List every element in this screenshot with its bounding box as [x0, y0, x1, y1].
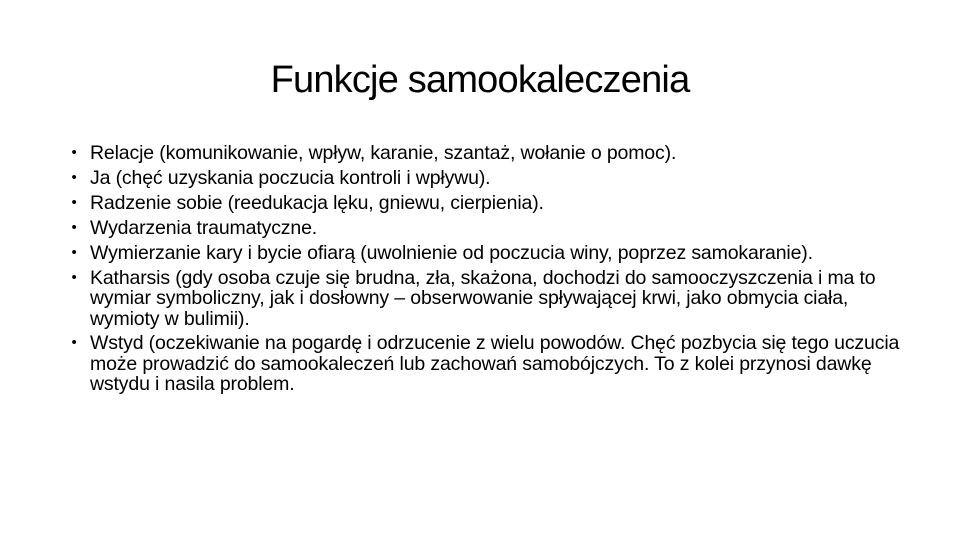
bullet-item-radzenie-sobie: [66, 193, 900, 214]
bullet-item-wstyd: [66, 333, 900, 395]
bullet-item-relacje: [66, 143, 900, 164]
bullet-text: Relacje (komunikowanie, wpływ, karanie, szantaż, wołanie o pomoc).: [90, 142, 677, 164]
slide-title: Funkcje samookaleczenia: [270, 59, 690, 101]
bullet-icon: •: [71, 169, 77, 186]
bullet-icon: •: [71, 244, 77, 261]
bullet-text: Wydarzenia traumatyczne.: [90, 217, 318, 239]
bullet-text: Katharsis (gdy osoba czuje się brudna, zła, skażona, dochodzi do samooczyszczenia i ma to wymiar symboliczny, jak i dosłowny – obserwowanie spływającej krwi, jako obmycia ciała, wymioty w bulimii).: [90, 266, 876, 330]
bullet-text: Wymierzanie kary i bycie ofiarą (uwolnienie od poczucia winy, poprzez samokaranie).: [90, 242, 813, 264]
bullet-item-ja: [66, 168, 900, 189]
bullet-text: Wstyd (oczekiwanie na pogardę i odrzucenie z wielu powodów. Chęć pozbycia się tego uczucia może prowadzić do samookaleczeń lub zachowań samobójczych. To z kolei przynosi dawkę wstydu i nasila problem.: [90, 332, 900, 395]
bullet-item-wymierzanie-kary: [66, 243, 900, 264]
bullet-icon: •: [71, 334, 77, 351]
bullet-item-katharsis: [66, 268, 900, 330]
bullet-text: Radzenie sobie (reedukacja lęku, gniewu, cierpienia).: [90, 192, 544, 214]
bullet-icon: •: [71, 144, 77, 161]
bullet-item-wydarzenia: [66, 218, 900, 239]
bullet-text: Ja (chęć uzyskania poczucia kontroli i wpływu).: [90, 167, 491, 189]
bullet-icon: •: [71, 194, 77, 211]
bullet-list: [66, 143, 900, 399]
bullet-icon: •: [71, 219, 77, 236]
bullet-icon: •: [71, 268, 77, 286]
